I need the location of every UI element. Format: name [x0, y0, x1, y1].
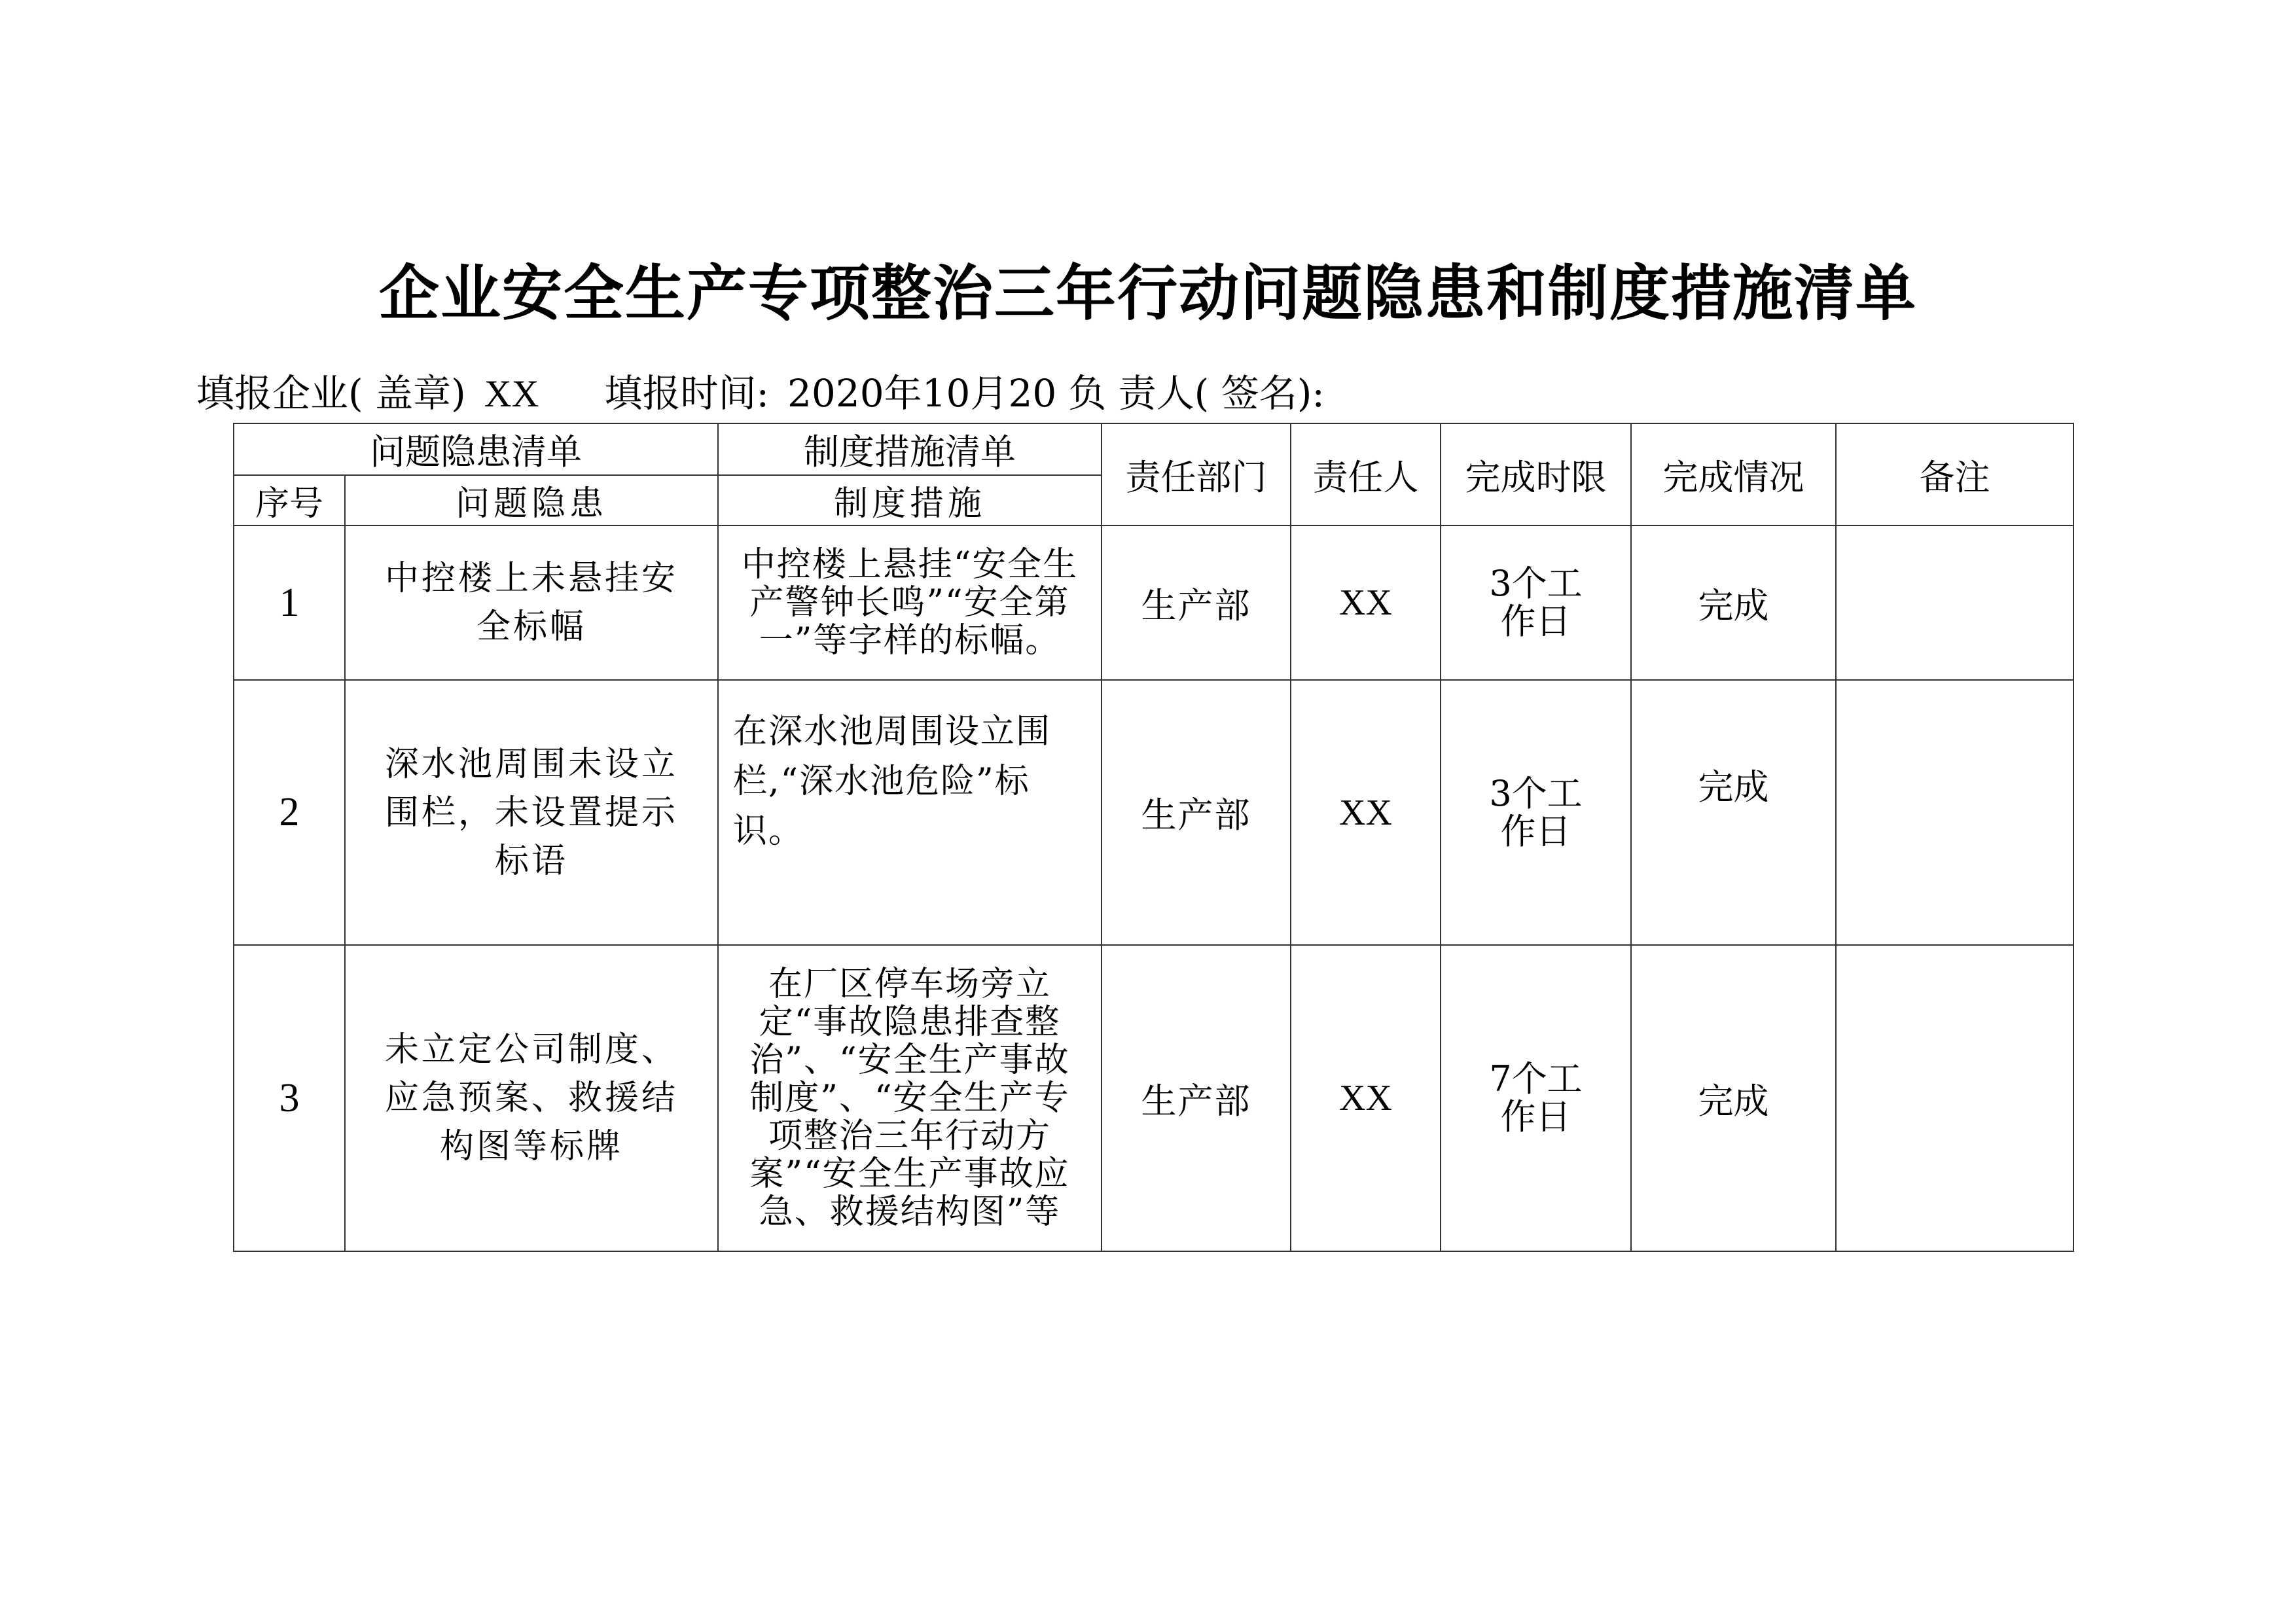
time-value: 2020年10月20 [787, 371, 1057, 416]
row-measure: 在厂区停车场旁立定“事故隐患排查整治”、“安全生产事故制度”、“安全生产专项整治三年行动方案”“安全生产事故应急、救援结构图”等 [718, 945, 1102, 1251]
problems-group-header: 问题隐患清单 [234, 423, 718, 475]
seq-header: 序号 [234, 475, 345, 526]
department-header: 责任部门 [1102, 423, 1291, 526]
row-deadline: 7个工作日 [1441, 945, 1631, 1251]
company-value: XX [484, 372, 539, 415]
measure-header: 制度措施 [718, 475, 1102, 526]
row-measure: 中控楼上悬挂“安全生产警钟长鸣”“安全第一”等字样的标幅。 [718, 526, 1102, 680]
row-status: 完成 [1631, 945, 1836, 1251]
form-header-line [196, 364, 1325, 423]
row-remarks [1836, 526, 2073, 680]
row-seq: 2 [234, 680, 345, 945]
row-seq: 3 [234, 945, 345, 1251]
row-remarks [1836, 945, 2073, 1251]
row-person: XX [1291, 526, 1441, 680]
header-row-1 [234, 423, 2073, 475]
row-department: 生产部 [1102, 680, 1291, 945]
row-status: 完成 [1631, 680, 1836, 945]
row-seq: 1 [234, 526, 345, 680]
deadline-header: 完成时限 [1441, 423, 1631, 526]
row-deadline: 3个工作日 [1441, 680, 1631, 945]
company-label: 填报企业( 盖章) [196, 371, 466, 416]
row-measure: 在深水池周围设立围栏,“深水池危险”标识。 [718, 680, 1102, 945]
table-row [234, 945, 2073, 1251]
row-person: XX [1291, 945, 1441, 1251]
row-person: XX [1291, 680, 1441, 945]
problem-header: 问题隐患 [345, 475, 718, 526]
measures-group-header: 制度措施清单 [718, 423, 1102, 475]
row-problem: 未立定公司制度、应急预案、救援结构图等标牌 [345, 945, 718, 1251]
row-deadline: 3个工作日 [1441, 526, 1631, 680]
remarks-header: 备注 [1836, 423, 2073, 526]
row-department: 生产部 [1102, 526, 1291, 680]
document-title: 企业安全生产专项整治三年行动问题隐患和制度措施清单 [378, 258, 1917, 329]
table-row [234, 526, 2073, 680]
time-label: 填报时间: [604, 371, 770, 416]
row-remarks [1836, 680, 2073, 945]
row-status: 完成 [1631, 526, 1836, 680]
row-problem: 中控楼上未悬挂安全标幅 [345, 526, 718, 680]
checklist-table [233, 423, 2074, 1252]
table-row [234, 680, 2073, 945]
row-problem: 深水池周围未设立围栏，未设置提示标语 [345, 680, 718, 945]
status-header: 完成情况 [1631, 423, 1836, 526]
person-header: 责任人 [1291, 423, 1441, 526]
row-department: 生产部 [1102, 945, 1291, 1251]
responsible-label: 负 责人( 签名): [1068, 371, 1325, 416]
